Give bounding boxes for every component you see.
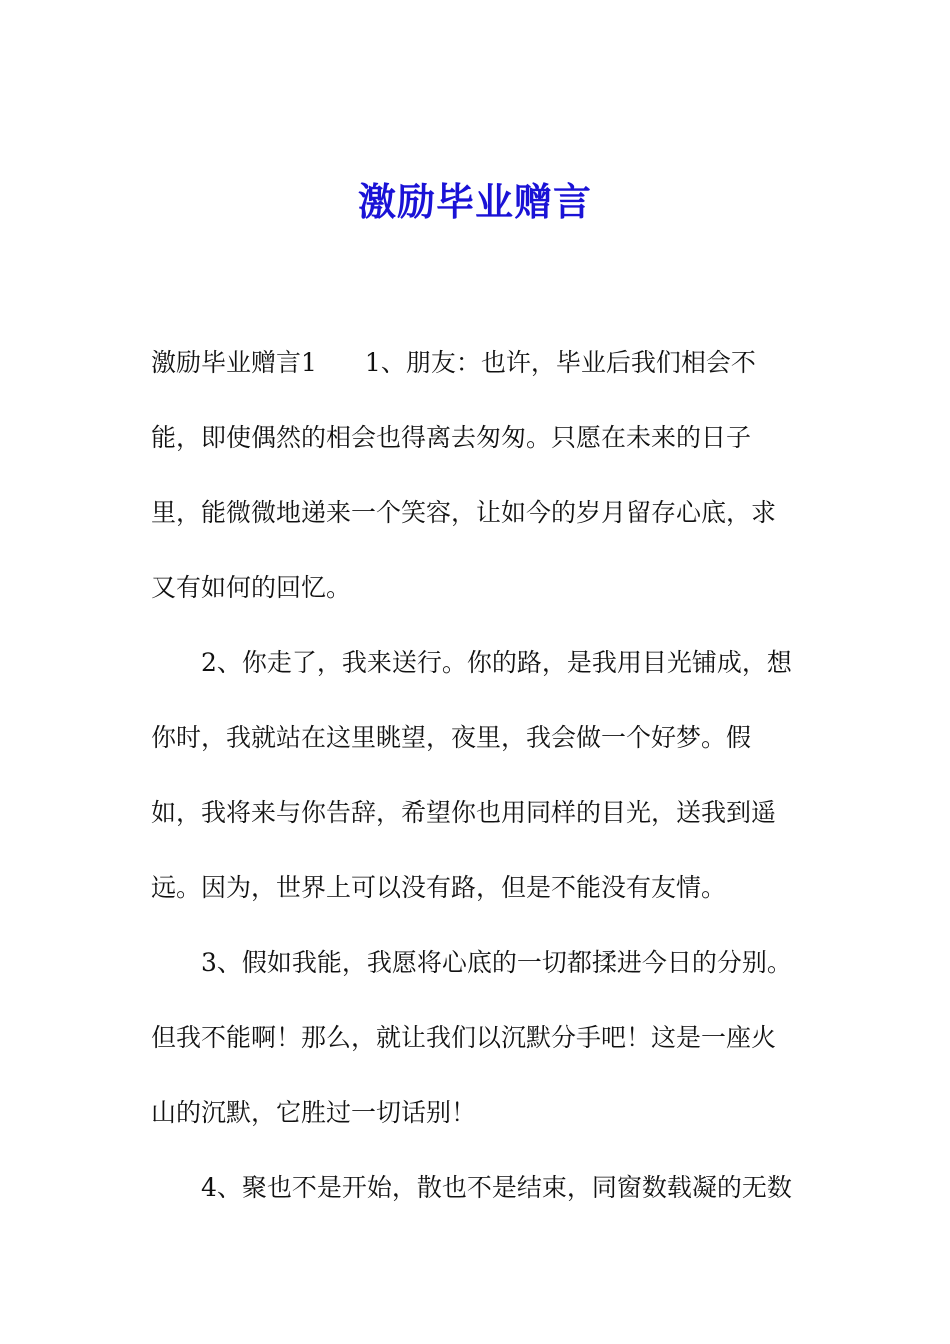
document-body [151, 325, 811, 1225]
line-text: 1、朋友：也许，毕业后我们相会不 [364, 348, 756, 377]
text-line-12: 4、聚也不是开始，散也不是结束，同窗数载凝的无数 [201, 1173, 792, 1202]
text-line-7: 如，我将来与你告辞，希望你也用同样的目光，送我到遥 [151, 798, 777, 827]
text-line-1 [151, 325, 811, 400]
text-line-9: 3、假如我能，我愿将心底的一切都揉进今日的分别。 [201, 948, 792, 977]
text-line-2: 能，即使偶然的相会也得离去匆匆。只愿在未来的日子 [151, 423, 752, 452]
text-line-10: 但我不能啊！那么，就让我们以沉默分手吧！这是一座火 [151, 1023, 777, 1052]
text-line-11: 山的沉默，它胜过一切话别！ [151, 1098, 477, 1127]
page-title: 激励毕业赠言 [357, 179, 592, 224]
text-line-3: 里，能微微地递来一个笑容，让如今的岁月留存心底，求 [151, 498, 777, 527]
text-line-4: 又有如何的回忆。 [151, 573, 352, 602]
text-line-8: 远。因为，世界上可以没有路，但是不能没有友情。 [151, 873, 727, 902]
text-line-5: 2、你走了，我来送行。你的路，是我用目光铺成，想 [201, 648, 792, 677]
inline-heading: 激励毕业赠言1 [151, 348, 317, 377]
text-line-6: 你时，我就站在这里眺望，夜里，我会做一个好梦。假 [151, 723, 752, 752]
